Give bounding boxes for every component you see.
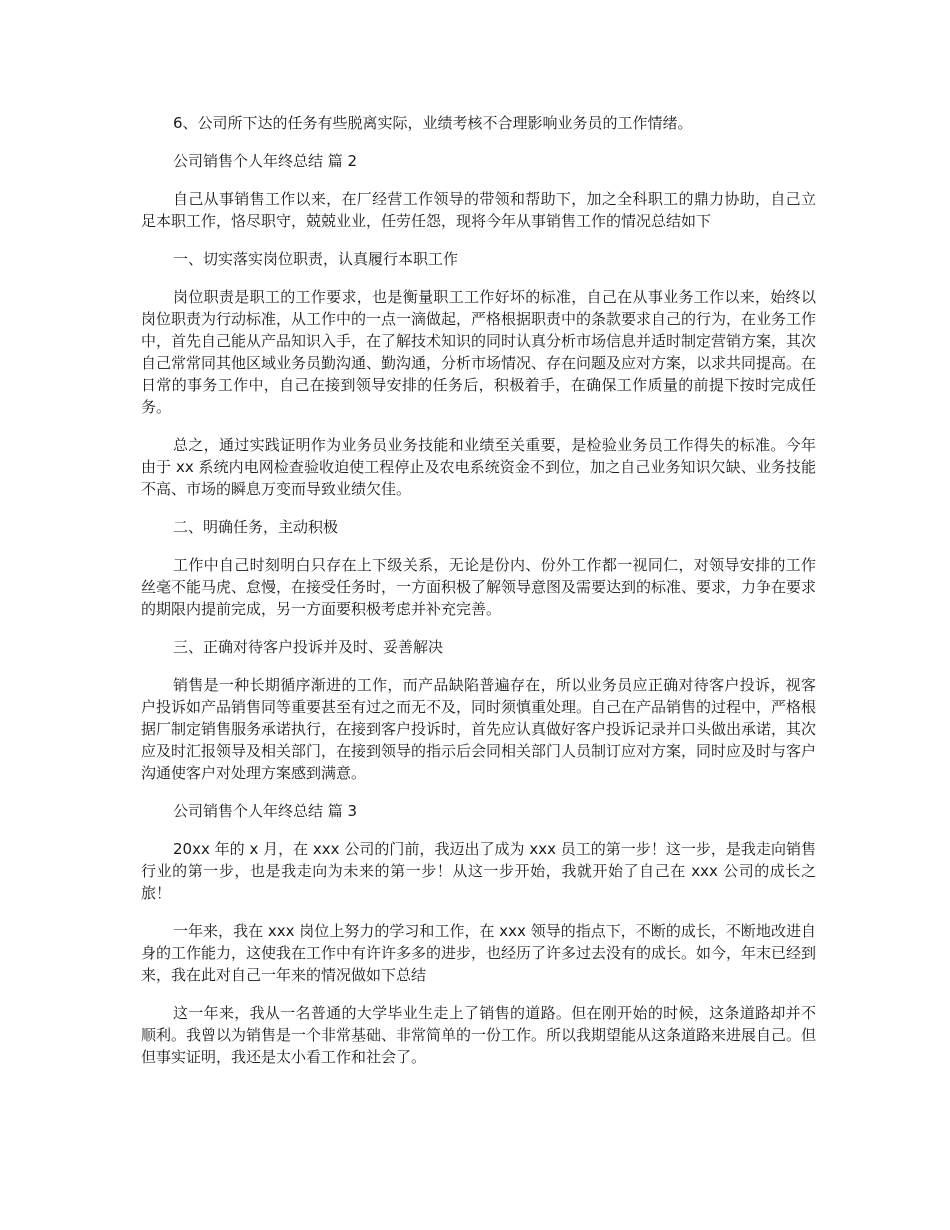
paragraph-graduate: 这一年来，我从一名普通的大学毕业生走上了销售的道路。但在刚开始的时候，这条道路却并不顺利。我曾以为销售是一个非常基础、非常简单的一份工作。所以我期望能从这条道路来进展自己。但但事实证明，我还是太小看工作和社会了。 [141,1004,817,1066]
paragraph-summary: 总之，通过实践证明作为业务员业务技能和业绩至关重要，是检验业务员工作得失的标准。今年由于 xx 系统内电网检查验收迫使工程停止及农电系统资金不到位，加之自己业务知识欠缺、业务技能不高、市场的瞬息万变而导致业绩欠佳。 [141,436,816,498]
paragraph-tasks: 工作中自己时刻明白只存在上下级关系，无论是份内、份外工作都一视同仁，对领导安排的工作丝毫不能马虎、怠慢，在接受任务时，一方面积极了解领导意图及需要达到的标准、要求，力争在要求的期限内提前完成，另一方面要积极考虑并补充完善。 [141,556,817,618]
document-page [141,112,816,1084]
paragraph-first-step: 20xx 年的 x 月，在 xxx 公司的门前，我迈出了成为 xxx 员工的第一步！这一步，是我走向销售行业的第一步，也是我走向为未来的第一步！从这一步开始，我就开始了自己在 xxx 公司的成长之旅！ [141,840,816,902]
subheading-tasks: 二、明确任务，主动积极 [173,518,339,536]
subheading-duties: 一、切实落实岗位职责，认真履行本职工作 [173,250,459,268]
paragraph-complaints: 销售是一种长期循序渐进的工作，而产品缺陷普遍存在，所以业务员应正确对待客户投诉，视客户投诉如产品销售同等重要甚至有过之而无不及，同时须慎重处理。自己在产品销售的过程中，严格根据厂制定销售服务承诺执行，在接到客户投诉时，首先应认真做好客户投诉记录并口头做出承诺，其次应及时汇报领导及相关部门，在接到领导的指示后会同相关部门人员制订应对方案，同时应及时与客户沟通使客户对处理方案感到满意。 [141,676,817,782]
section-title-part-2: 公司销售个人年终总结 篇 2 [173,152,358,170]
paragraph-intro-2: 自己从事销售工作以来，在厂经营工作领导的带领和帮助下，加之全科职工的鼎力协助，自己立足本职工作，恪尽职守，兢兢业业，任劳任怨，现将今年从事销售工作的情况总结如下 [141,190,816,230]
paragraph-task-issue: 6、公司所下达的任务有些脱离实际，业绩考核不合理影响业务员的工作情绪。 [173,114,693,132]
paragraph-duties: 岗位职责是职工的工作要求，也是衡量职工工作好坏的标准，自己在从事业务工作以来，始终以岗位职责为行动标准，从工作中的一点一滴做起，严格根据职责中的条款要求自己的行为，在业务工作中，首先自己能从产品知识入手，在了解技术知识的同时认真分析市场信息并适时制定营销方案，其次自己常常同其他区域业务员勤沟通、勤沟通，分析市场情况、存在问题及应对方案，以求共同提高。在日常的事务工作中，自己在接到领导安排的任务后，积极着手，在确保工作质量的前提下按时完成任务。 [141,288,817,416]
paragraph-year-review: 一年来，我在 xxx 岗位上努力的学习和工作，在 xxx 领导的指点下，不断的成长，不断地改进自身的工作能力，这使我在工作中有许许多多的进步，也经历了许多过去没有的成长。如今，年末已经到来，我在此对自己一年来的情况做如下总结 [141,922,817,984]
subheading-complaints: 三、正确对待客户投诉并及时、妥善解决 [173,638,444,656]
section-title-part-3: 公司销售个人年终总结 篇 3 [173,802,358,820]
